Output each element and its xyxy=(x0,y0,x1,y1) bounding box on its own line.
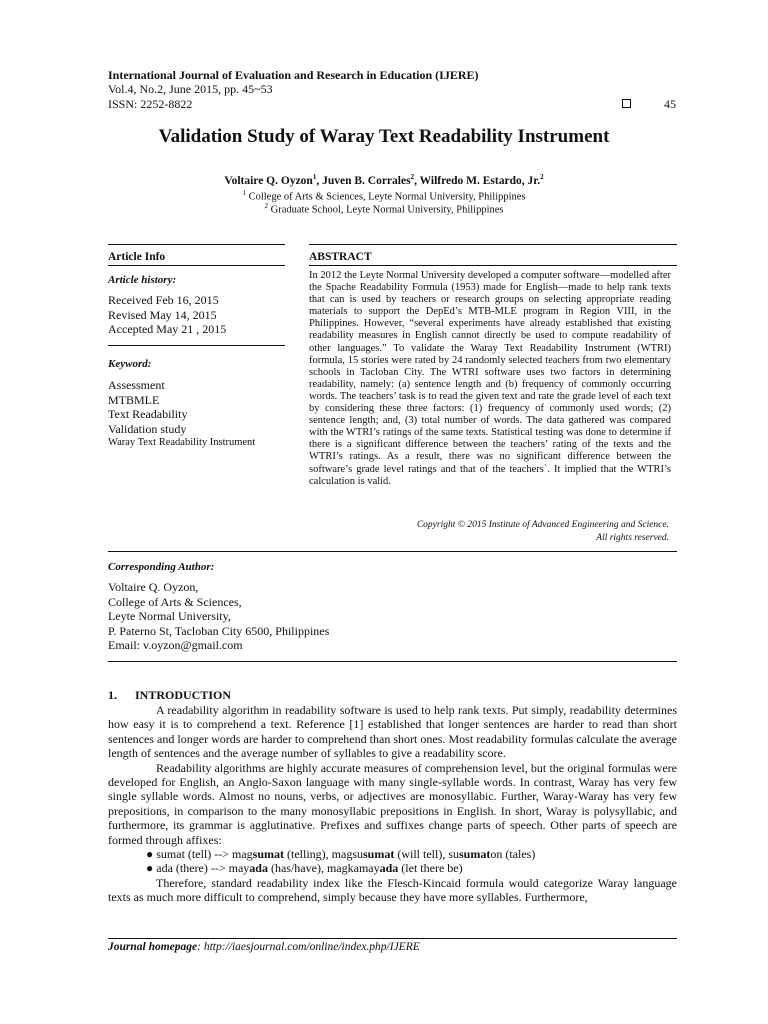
abstract-heading: ABSTRACT xyxy=(309,251,372,263)
received-date: Received Feb 16, 2015 xyxy=(108,293,219,307)
introduction-body xyxy=(108,703,677,905)
keyword: MTBMLE xyxy=(108,392,160,407)
corresponding-label: Corresponding Author: xyxy=(108,561,215,573)
keyword: Waray Text Readability Instrument xyxy=(108,437,256,448)
divider xyxy=(108,265,285,266)
author-list: Voltaire Q. Oyzon$^1$, Juven B. Corrales$^2$, Wilfredo M. Estardo, Jr.$^2$ xyxy=(224,173,544,187)
article-info-heading: Article Info xyxy=(108,251,166,263)
journal-homepage: Journal homepage: http://iaesjournal.com/online/index.php/IJERE xyxy=(108,941,420,953)
page-number: 45 xyxy=(664,97,676,111)
history-label: Article history: xyxy=(108,274,177,286)
keyword: Assessment xyxy=(108,378,165,392)
paragraph: A readability algorithm in readability software is used to help rank texts. Put simply, readability determines how easy it is to comprehend a text. Reference [1] established that longer sentences are harder to read than short sentences and longer words are harder to comprehend than short ones. Most readability formulas calculate the average length of sentences and the average number of syllables to give a readability score. xyxy=(108,703,677,761)
abstract-text: In 2012 the Leyte Normal University developed a computer software—modelled after the Spache Readability Formula (1953) made for English—made to help rank texts that can is used by teachers or research groups on selecting appropriate reading materials to support the DepEd’s MTB-MLE program in Region VIII, in the Philippines. However, “several experiments have already established that existing readability measures in English cannot directly be used to compute readability of other languages.” To validate the Waray Text Readability Instrument (WTRI) formula, 15 stories were rated by 24 randomly selected teachers from two elementary schools in Tacloban City. The WTRI software uses two factors in determining readability, namely: (a) sentence length and (b) frequency of commonly occurring words. The teachers’ task is to read the given text and rate the grade level of each text by considering these three factors: (1) frequency of commonly used words; (2) sentence length; and, (3) total number of words. The data gathered was compared with the WTRI’s ratings of the same texts. Statistical testing was done to determine if there is a significant difference between the teachers’ rating of the texts and the WTRI’s ratings. As a result, there was no significant difference between the software’s grade level ratings and that of the teachers`. It implied that the WTRI’s calculation is valid. xyxy=(309,270,671,487)
divider xyxy=(108,244,285,245)
bullet-item: ● ada (there) --> mayada (has/have), magkamayada (let there be) xyxy=(146,861,463,876)
revised-date: Revised May 14, 2015 xyxy=(108,307,217,322)
author-name: Juven B. Corrales xyxy=(322,174,411,187)
author-address: P. Paterno St, Tacloban City 6500, Philippines xyxy=(108,623,330,638)
article-history xyxy=(108,293,226,337)
paragraph: Readability algorithms are highly accurate measures of comprehension level, but the original formulas were developed for English, an Anglo-Saxon language with many single-syllable words. In contrast, Waray has very few single syllable words. Almost no nouns, verbs, or adjectives are monosyllabic. Further, Waray-Waray has very few prepositions, in comparison to the many monosyllabic prepositions in English. In short, Waray is polysyllabic, and furthermore, its grammar is agglutinative. Prefixes and suffixes change parts of speech. Other parts of speech are formed through affixes: xyxy=(108,760,677,847)
bullet-item: ● sumat (tell) --> magsumat (telling), magsusumat (will tell), susumaton (tales) xyxy=(146,847,536,862)
keyword-list xyxy=(108,378,255,451)
affiliation: $^2$ Graduate School, Leyte Normal University, Philippines xyxy=(264,202,504,216)
journal-issn: ISSN: 2252-8822 xyxy=(108,97,193,111)
divider xyxy=(108,938,677,939)
paragraph: Therefore, standard readability index like the Flesch-Kincaid formula would categorize Waray language texts as much more difficult to comprehend, simply because they have more syllables. Furthermore, xyxy=(108,875,677,905)
affiliation: $^1$ College of Arts & Sciences, Leyte Normal University, Philippines xyxy=(242,189,526,203)
keyword-label: Keyword: xyxy=(108,358,152,370)
divider xyxy=(108,661,677,662)
author-email: Email: v.oyzon@gmail.com xyxy=(108,638,243,652)
author-name: Voltaire Q. Oyzon xyxy=(224,174,313,187)
copyright-line: All rights reserved. xyxy=(596,533,669,543)
corresponding-author xyxy=(108,580,329,653)
square-icon xyxy=(622,99,631,108)
author-name: Voltaire Q. Oyzon, xyxy=(108,580,199,594)
divider xyxy=(309,265,677,266)
divider xyxy=(108,345,285,346)
author-college: College of Arts & Sciences, xyxy=(108,594,242,609)
journal-name: International Journal of Evaluation and Research in Education (IJERE) xyxy=(108,68,479,82)
divider xyxy=(108,551,677,552)
copyright-line: Copyright © 2015 Institute of Advanced Engineering and Science. xyxy=(416,520,669,530)
keyword: Text Readability xyxy=(108,407,188,421)
journal-volume: Vol.4, No.2, June 2015, pp. 45~53 xyxy=(108,82,273,96)
author-university: Leyte Normal University, xyxy=(108,609,231,623)
section-heading: 1. INTRODUCTION xyxy=(108,688,232,702)
accepted-date: Accepted May 21 , 2015 xyxy=(108,322,227,336)
paper-title: Validation Study of Waray Text Readability Instrument xyxy=(158,126,610,147)
author-name: Wilfredo M. Estardo, Jr. xyxy=(419,174,541,187)
keyword: Validation study xyxy=(108,421,187,436)
divider xyxy=(309,244,677,245)
